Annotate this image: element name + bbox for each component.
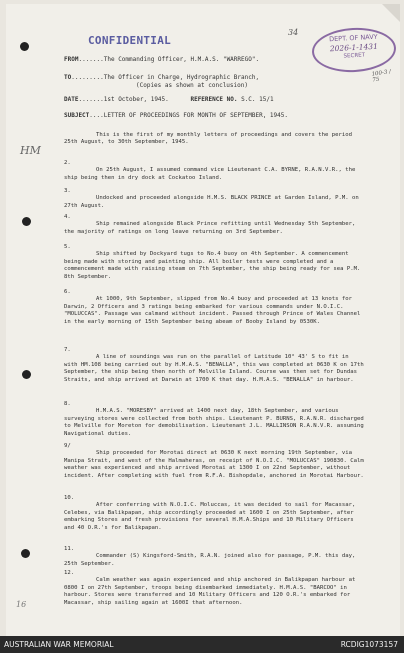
paragraph-text: Ship shifted by Dockyard tugs to No.4 buoy on 4th September. A commencement being made with storing and painting ship. All boiler tests were completed and a commencement made with raising steam on 7th September, the ship being ready for sea P.M. 8th September. <box>64 251 361 280</box>
stamp-department: DEPT. OF NAVY <box>328 32 378 44</box>
stamp-classification: SECRET <box>343 52 366 60</box>
paragraph-1 <box>64 132 364 147</box>
paragraph-4 <box>64 214 364 236</box>
paragraph-text: A line of soundings was run on the parallel of Latitude 10° 43' S to fit in with HM.108 being carried out by H.M.A.S. "BENALLA", this was completed at 0630 K on 17th September, the ship being then north of Melville Island. Course was then set for Dundas Straits, and ship arrived at Darwin at 1700 K that day. H.M.A.S. "BENALLA" in harbour. <box>64 354 364 383</box>
to-line: TO.........The Officer in Charge, Hydrographic Branch, <box>64 74 260 81</box>
to-copies-line: (Copies as shown at conclusion) <box>136 82 248 89</box>
registry-stamp <box>311 26 397 74</box>
archive-record-id: RCDIG1073157 <box>340 640 398 649</box>
paragraph-number: 11. <box>64 546 75 552</box>
date-label: DATE <box>64 96 79 103</box>
date-line: DATE.......1st October, 1945. REFERENCE NO. S.C. 15/1 <box>64 96 274 103</box>
stamp-file-number: 2026-1-1431 <box>329 41 379 54</box>
paragraph-number: 10. <box>64 495 75 501</box>
paragraph-text: Commander (S) Kingsford-Smith, R.A.N. joined also for passage, P.M. this day, 25th September. <box>64 553 356 567</box>
paragraph-number: 12. <box>64 570 75 576</box>
paragraph-5 <box>64 244 364 281</box>
paragraph-text: Ship proceeded for Morotai direct at 0630 K next morning 19th September, via Manipa Strait, and west of the Halmaheras, on receipt of N.O.I.C. "MOLUCCAS" 190830. Calm weather was experienced and ship arrived Morotai at 1300 I on 22nd September, without incident. After completing with fuel from R.F.A. Bishopdale, anchored in Morotai Harbour. <box>64 450 364 479</box>
handwritten-page-mark: 16 <box>16 600 27 609</box>
subject-text: LETTER OF PROCEEDINGS FOR MONTH OF SEPTEMBER, 1945. <box>103 112 288 119</box>
paragraph-7 <box>64 347 364 384</box>
paragraph-10 <box>64 495 364 532</box>
paragraph-9 <box>64 443 364 480</box>
paragraph-number: 9/ <box>64 443 71 449</box>
from-text: The Commanding Officer, H.M.A.S. "WARREGO". <box>103 56 260 63</box>
classification-marking: CONFIDENTIAL <box>88 34 172 47</box>
archive-footer <box>0 636 404 653</box>
archive-name: AUSTRALIAN WAR MEMORIAL <box>4 640 114 649</box>
reference-number: S.C. 15/1 <box>241 96 274 103</box>
paragraph-12 <box>64 570 364 607</box>
paragraph-text: At 1000, 9th September, slipped from No.4 buoy and proceeded at 13 knots for Darwin, 2 Officers and 3 ratings being embarked for various commands under N.O.I.C. "MOLUCCAS". Passage was calmand without incident. Passed through Prince of Wales Channel in the early morning of 15th September being abeam of Booby Island by 0530K. <box>64 296 361 325</box>
paragraph-number: 8. <box>64 401 71 407</box>
date-text: 1st October, 1945. <box>103 96 169 103</box>
paragraph-number: 3. <box>64 188 71 194</box>
paragraph-text: H.M.A.S. "MORESBY" arrived at 1400 next day, 18th September, and various surveying stores were collected from both ships. Lieutenant P. BURNS, R.A.N.R. discharged to Melville for Moreton for demobilisation. Lieutenant J.L. MALLINSON R.A.N.V.R. assuming Navigational duties. <box>64 408 364 437</box>
from-line: FROM.......The Commanding Officer, H.M.A.S. "WARREGO". <box>64 56 260 63</box>
handwritten-corner-note: 100-3 / 75 <box>371 69 392 84</box>
punch-hole <box>22 370 31 379</box>
paragraph-text: On 25th August, I assumed command vice Lieutenant C.A. BYRNE, R.A.N.V.R., the ship being then in dry dock at Cockatoo Island. <box>64 167 356 181</box>
to-text: The Officer in Charge, Hydrographic Branch, <box>103 74 260 81</box>
paragraph-number: 6. <box>64 289 71 295</box>
paragraph-number: 2. <box>64 160 71 166</box>
paragraph-text: This is the first of my monthly letters of proceedings and covers the period 25th August, to 30th September, 1945. <box>64 132 352 146</box>
reference-label: REFERENCE NO. <box>190 96 238 103</box>
punch-hole <box>20 42 29 51</box>
subject-label: SUBJECT <box>64 112 90 119</box>
paragraph-6 <box>64 289 364 326</box>
paragraph-8 <box>64 401 364 438</box>
document-page <box>6 4 400 636</box>
folio-number: 34 <box>288 28 299 37</box>
from-label: FROM <box>64 56 79 63</box>
paragraph-11 <box>64 546 364 568</box>
to-label: TO <box>64 74 72 81</box>
paragraph-text: Ship remained alongside Black Prince refitting until Wednesday 5th September, the majority of ratings on long leave returning on 3rd September. <box>64 221 356 235</box>
paragraph-text: After conferring with N.O.I.C. Moluccas, it was decided to sail for Macassar, Celebes, via Balikpapan, ship accordingly proceeded at 1600 I on 25th September, after embarking Stores and fresh provisions for several H.M.A.Ships and 10 Military Officers and 40 O.R.'s for Balikpapan. <box>64 502 356 531</box>
paragraph-number: 4. <box>64 214 71 220</box>
paragraph-2 <box>64 160 364 182</box>
paragraph-text: Undocked and proceeded alongside H.M.S. BLACK PRINCE at Garden Island, P.M. on 27th August. <box>64 195 359 209</box>
subject-line: SUBJECT....LETTER OF PROCEEDINGS FOR MONTH OF SEPTEMBER, 1945. <box>64 112 288 119</box>
paragraph-text: Calm weather was again experienced and ship anchored in Balikpapan harbour at 0800 I on 27th September, troops being disembarked immediately. H.M.A.S. "BARCOO" in harbour. Stores were transferred and 10 Military Officers and 120 O.R.'s embarked for Macassar, ship sailing again at 1600I that afternoon. <box>64 577 356 606</box>
punch-hole <box>22 217 31 226</box>
paragraph-number: 5. <box>64 244 71 250</box>
paragraph-number: 7. <box>64 347 71 353</box>
paragraph-3 <box>64 188 364 210</box>
page-corner-fold <box>382 4 400 22</box>
punch-hole <box>21 549 30 558</box>
margin-initials: HM <box>20 144 41 157</box>
